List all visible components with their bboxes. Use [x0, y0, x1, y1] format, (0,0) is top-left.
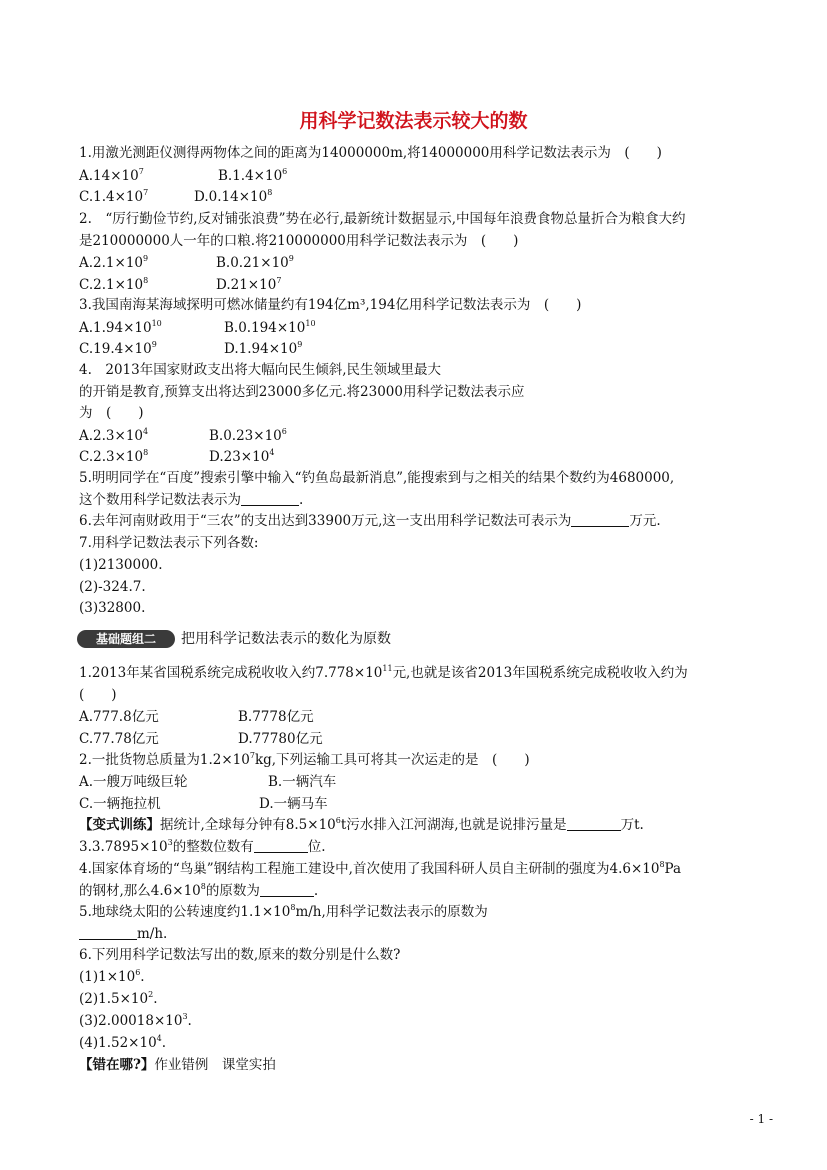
option-1d: $D.0.14\times 10^8$: [194, 188, 273, 205]
question-2-line-2: 是210000000人一年的口粮.将210000000用科学记数法表示为 ( ): [79, 233, 519, 249]
option-2b: $B.0.21\times 10^9$: [216, 254, 294, 271]
section-badge: 基础题组二: [77, 630, 175, 648]
s2-question-5-line-1: 5.地球绕太阳的公转速度约$1.1\times 10^8m/h$,用科学记数法表示的原数为: [79, 903, 488, 920]
option-3b: $B.0.194\times 10^{10}$: [224, 319, 316, 336]
question-4-line-3: 为 ( ): [79, 405, 144, 421]
option-4c: $C.2.3\times 10^8$: [79, 448, 149, 465]
question-7: 7.用科学记数法表示下列各数:: [79, 535, 259, 551]
s2-question-6: 6.下列用科学记数法写出的数,原来的数分别是什么数?: [79, 947, 401, 963]
question-6: 6.去年河南财政用于“三农”的支出达到33900万元,这一支出用科学记数法可表示为 万元.: [79, 513, 661, 529]
s2-option-2a: A.一艘万吨级巨轮: [79, 774, 188, 790]
option-2d: $D.21\times 10^7$: [216, 276, 282, 293]
s2-question-4-line-1: 4.国家体育场的“鸟巢”钢结构工程施工建设中,首次使用了我国科研人员自主研制的强度为$4.6\times 10^8Pa$: [79, 860, 682, 877]
error-section: 【错在哪?】作业错例 课堂实拍: [79, 1057, 276, 1073]
option-2a: $A.2.1\times 10^9$: [79, 254, 149, 271]
question-1: 1.用激光测距仪测得两物体之间的距离为14000000m,将14000000用科学记数法表示为 ( ): [79, 145, 662, 161]
answer-blank[interactable]: [241, 491, 299, 506]
option-4d: $D.23\times 10^4$: [209, 448, 275, 465]
question-5-line-2: 这个数用科学记数法表示为 .: [79, 492, 304, 508]
section-heading: 把用科学记数法表示的数化为原数: [181, 631, 391, 647]
answer-blank[interactable]: [254, 838, 308, 853]
s2-option-1b: B.7778亿元: [238, 709, 314, 725]
s2-question-4-line-2: 的钢材,那么$4.6\times 10^8$的原数为 .: [79, 882, 319, 899]
s2-option-2d: D.一辆马车: [259, 796, 328, 812]
variant-training: 【变式训练】据统计,全球每分钟有$8.5\times 10^6t$污水排入江河湖海,也就是说排污量是 万t.: [79, 816, 644, 833]
s2-question-6-item-1: $(1)1\times 10^6$.: [79, 968, 145, 985]
page-number: - 1 -: [749, 1112, 773, 1126]
option-1a: $A.14\times 10^7$: [79, 167, 144, 184]
option-4b: $B.0.23\times 10^6$: [209, 427, 287, 444]
option-3d: $D.1.94\times 10^9$: [224, 340, 303, 357]
s2-option-1c: C.77.78亿元: [79, 731, 159, 747]
question-3: 3.我国南海某海域探明可燃冰储量约有194亿m³,194亿用科学记数法表示为 ( ): [79, 297, 582, 313]
question-4-line-1: 4. 2013年国家财政支出将大幅向民生倾斜,民生领域里最大: [79, 362, 442, 378]
option-1c: $C.1.4\times 10^7$: [79, 188, 149, 205]
answer-blank[interactable]: [79, 925, 137, 940]
question-7-item-1: (1)2130000.: [79, 557, 163, 573]
s2-question-1-line-2: ( ): [79, 687, 117, 703]
s2-question-2: 2.一批货物总质量为$1.2\times 10^7kg$,下列运输工具可将其一次运走的是 ( ): [79, 751, 530, 768]
answer-blank[interactable]: [260, 882, 314, 897]
option-1b: $B.1.4\times 10^6$: [218, 167, 288, 184]
s2-question-6-item-4: $(4)1.52\times 10^4$.: [79, 1034, 167, 1051]
s2-option-1a: A.777.8亿元: [79, 709, 159, 725]
question-4-line-2: 的开销是教育,预算支出将达到23000多亿元.将23000用科学记数法表示应: [79, 384, 525, 400]
s2-option-2b: B.一辆汽车: [268, 774, 337, 790]
option-2c: $C.2.1\times 10^8$: [79, 276, 149, 293]
s2-question-1-line-1: 1.2013年某省国税系统完成税收收入约$7.778\times 10^{11}$元,也就是该省2013年国税系统完成税收收入约为: [79, 664, 688, 681]
option-4a: $A.2.3\times 10^4$: [79, 427, 149, 444]
s2-question-6-item-2: $(2)1.5\times 10^2$.: [79, 990, 158, 1007]
s2-option-2c: C.一辆拖拉机: [79, 796, 161, 812]
option-3c: $C.19.4\times 10^9$: [79, 340, 157, 357]
option-3a: $A.1.94\times 10^{10}$: [79, 319, 162, 336]
s2-question-5-line-2: m/h.: [79, 925, 167, 943]
answer-blank[interactable]: [571, 512, 629, 527]
page-title: 用科学记数法表示较大的数: [299, 110, 528, 132]
question-7-item-3: (3)32800.: [79, 600, 146, 616]
s2-option-1d: D.77780亿元: [238, 731, 323, 747]
answer-blank[interactable]: [567, 816, 621, 831]
question-7-item-2: (2)-324.7.: [79, 579, 146, 595]
s2-question-3: $3.3.7895\times 10^3$的整数位数有 位.: [79, 838, 326, 855]
question-2-line-1: 2. “厉行勤俭节约,反对铺张浪费”势在必行,最新统计数据显示,中国每年浪费食物总量折合为粮食大约: [79, 211, 686, 227]
s2-question-6-item-3: $(3)2.00018\times 10^3$.: [79, 1012, 192, 1029]
question-5-line-1: 5.明明同学在“百度”搜索引擎中输入“钓鱼岛最新消息”,能搜索到与之相关的结果个数约为4680000,: [79, 470, 675, 486]
